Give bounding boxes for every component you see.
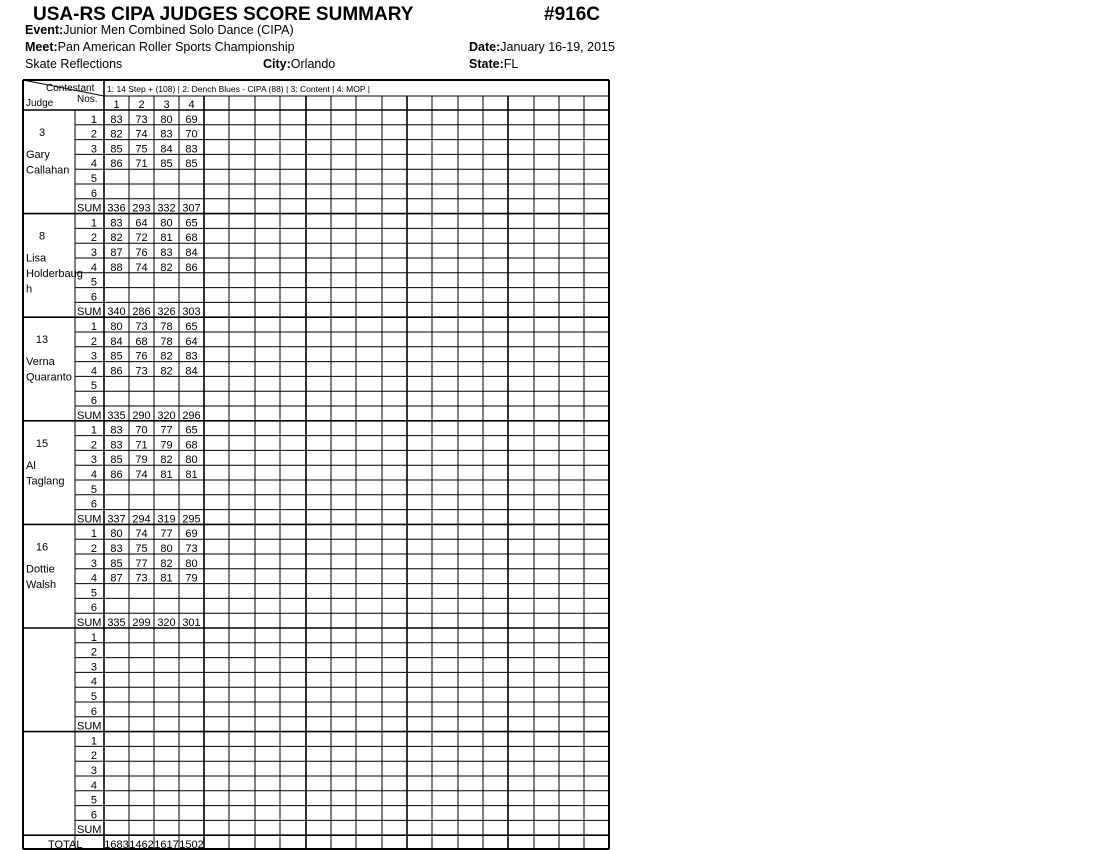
score-cell: 88 bbox=[110, 261, 123, 274]
score-cell: 84 bbox=[160, 143, 173, 156]
row-label: 1 bbox=[90, 735, 97, 748]
score-cell: 80 bbox=[185, 454, 198, 467]
row-label: 6 bbox=[90, 705, 97, 718]
sum-cell: 296 bbox=[182, 409, 201, 422]
score-cell: 84 bbox=[185, 365, 198, 378]
score-cell: 64 bbox=[135, 217, 148, 230]
score-cell: 69 bbox=[185, 528, 198, 541]
row-label: 4 bbox=[90, 779, 97, 792]
score-cell: 78 bbox=[160, 335, 173, 348]
score-cell: 81 bbox=[160, 232, 173, 245]
score-cell: 85 bbox=[160, 158, 173, 171]
row-label: 5 bbox=[90, 483, 97, 496]
score-cell: 75 bbox=[135, 143, 148, 156]
score-cell: 73 bbox=[135, 572, 148, 585]
sum-cell: 319 bbox=[157, 513, 176, 526]
row-label: 5 bbox=[90, 380, 97, 393]
row-label: 2 bbox=[90, 128, 97, 141]
score-cell: 86 bbox=[185, 261, 198, 274]
score-cell: 73 bbox=[185, 543, 198, 555]
judge-name: Holderbaug bbox=[26, 268, 83, 281]
score-cell: 82 bbox=[160, 261, 173, 274]
score-cell: 77 bbox=[160, 424, 173, 437]
judge-name: Lisa bbox=[26, 252, 47, 265]
sum-cell: 336 bbox=[107, 202, 126, 215]
score-cell: 71 bbox=[135, 439, 148, 452]
sum-label: SUM bbox=[77, 720, 102, 733]
sum-cell: 340 bbox=[107, 306, 126, 319]
row-label: 6 bbox=[90, 187, 97, 200]
score-cell: 79 bbox=[135, 454, 148, 467]
score-cell: 74 bbox=[135, 261, 148, 274]
sum-label: SUM bbox=[77, 202, 102, 215]
score-cell: 81 bbox=[160, 469, 173, 481]
row-label: 5 bbox=[90, 276, 97, 289]
score-cell: 73 bbox=[135, 113, 148, 126]
score-cell: 79 bbox=[160, 439, 173, 452]
row-label: 5 bbox=[90, 691, 97, 703]
score-cell: 87 bbox=[110, 572, 123, 585]
score-cell: 83 bbox=[110, 424, 123, 437]
score-cell: 65 bbox=[185, 321, 198, 333]
row-label: 1 bbox=[90, 113, 97, 126]
score-cell: 74 bbox=[135, 128, 148, 141]
score-cell: 70 bbox=[185, 128, 198, 141]
sum-cell: 332 bbox=[157, 202, 176, 215]
column-number-2: 2 bbox=[138, 99, 145, 111]
score-cell: 73 bbox=[135, 365, 148, 378]
score-cell: 64 bbox=[185, 335, 198, 348]
score-cell: 80 bbox=[160, 113, 173, 126]
column-number-3: 3 bbox=[163, 99, 170, 111]
sheet-number: #916C bbox=[544, 4, 600, 25]
state-value: FL bbox=[503, 57, 519, 71]
score-cell: 82 bbox=[110, 128, 123, 141]
score-cell: 82 bbox=[160, 350, 173, 363]
score-cell: 80 bbox=[110, 321, 123, 333]
total-label: TOTAL bbox=[48, 839, 83, 850]
row-label: 2 bbox=[90, 750, 97, 763]
event-legend: 1: 14 Step + (108) | 2: Dench Blues - CIPA (88) | 3: Content | 4: MOP | bbox=[107, 84, 370, 94]
score-cell: 73 bbox=[135, 321, 148, 333]
score-cell: 86 bbox=[110, 158, 123, 171]
sum-cell: 303 bbox=[182, 306, 201, 319]
score-cell: 79 bbox=[185, 572, 198, 585]
score-cell: 68 bbox=[185, 439, 198, 452]
contestant-label: Contestant bbox=[46, 83, 95, 94]
judge-name: Quaranto bbox=[26, 371, 72, 384]
score-cell: 82 bbox=[160, 454, 173, 467]
score-cell: 71 bbox=[135, 158, 148, 171]
row-label: 6 bbox=[90, 291, 97, 304]
judge-name: Taglang bbox=[26, 475, 65, 488]
date-value: January 16-19, 2015 bbox=[500, 40, 615, 54]
score-cell: 83 bbox=[110, 439, 123, 452]
sum-cell: 337 bbox=[107, 513, 126, 526]
row-label: 2 bbox=[90, 232, 97, 245]
sum-cell: 295 bbox=[182, 513, 201, 526]
score-cell: 84 bbox=[110, 335, 123, 348]
score-cell: 83 bbox=[110, 113, 123, 126]
score-cell: 77 bbox=[135, 557, 148, 570]
score-cell: 83 bbox=[110, 217, 123, 230]
score-cell: 82 bbox=[110, 232, 123, 245]
sum-cell: 307 bbox=[182, 202, 201, 215]
row-label: 2 bbox=[90, 543, 97, 555]
score-cell: 83 bbox=[160, 128, 173, 141]
judge-number: 13 bbox=[35, 334, 49, 347]
score-cell: 83 bbox=[110, 543, 123, 555]
event-value: Junior Men Combined Solo Dance (CIPA) bbox=[63, 23, 294, 37]
sum-label: SUM bbox=[77, 617, 102, 629]
sum-cell: 286 bbox=[132, 306, 151, 319]
score-cell: 85 bbox=[110, 454, 123, 467]
score-cell: 72 bbox=[135, 232, 148, 245]
judge-name: Al bbox=[26, 459, 36, 472]
meet-value: Pan American Roller Sports Championship bbox=[57, 40, 295, 54]
row-label: 1 bbox=[90, 528, 97, 541]
row-label: 6 bbox=[90, 809, 97, 822]
sum-label: SUM bbox=[77, 409, 102, 422]
judge-number: 3 bbox=[38, 127, 46, 139]
state-label: State: bbox=[469, 57, 504, 71]
column-number-4: 4 bbox=[188, 99, 195, 111]
sum-cell: 335 bbox=[107, 617, 126, 629]
score-cell: 85 bbox=[185, 158, 198, 171]
row-label: 6 bbox=[90, 395, 97, 407]
score-cell: 81 bbox=[160, 572, 173, 585]
sum-cell: 320 bbox=[157, 409, 176, 422]
score-cell: 83 bbox=[185, 350, 198, 363]
judge-name: Dottie bbox=[26, 563, 55, 576]
row-label: 3 bbox=[90, 143, 97, 156]
sum-cell: 299 bbox=[132, 617, 151, 629]
row-label: 4 bbox=[90, 261, 97, 274]
row-label: 5 bbox=[90, 794, 97, 807]
score-cell: 86 bbox=[110, 365, 123, 378]
score-cell: 80 bbox=[160, 543, 173, 555]
date-label: Date: bbox=[469, 40, 501, 54]
row-label: 3 bbox=[90, 247, 97, 259]
score-cell: 77 bbox=[160, 528, 173, 541]
judge-number: 16 bbox=[35, 541, 49, 554]
row-label: 4 bbox=[90, 572, 97, 585]
page-title: USA-RS CIPA JUDGES SCORE SUMMARY bbox=[33, 4, 414, 25]
row-label: 5 bbox=[90, 173, 97, 185]
score-cell: 65 bbox=[185, 424, 198, 437]
score-cell: 76 bbox=[135, 247, 148, 259]
judge-name: Gary bbox=[26, 149, 50, 161]
sum-cell: 326 bbox=[157, 306, 176, 319]
sum-cell: 294 bbox=[132, 513, 151, 526]
sum-cell: 290 bbox=[132, 409, 151, 422]
row-label: 4 bbox=[90, 365, 97, 378]
event-label: Event: bbox=[25, 23, 64, 37]
score-cell: 85 bbox=[110, 350, 123, 363]
score-cell: 68 bbox=[135, 335, 148, 348]
sum-label: SUM bbox=[77, 306, 102, 319]
row-label: 1 bbox=[90, 424, 97, 437]
row-label: 3 bbox=[90, 557, 97, 570]
sum-cell: 335 bbox=[107, 409, 126, 422]
score-cell: 85 bbox=[110, 143, 123, 156]
city-value: Orlando bbox=[290, 57, 336, 71]
score-cell: 80 bbox=[185, 557, 198, 570]
score-cell: 68 bbox=[185, 232, 198, 245]
row-label: 3 bbox=[90, 350, 97, 363]
score-cell: 75 bbox=[135, 543, 148, 555]
total-cell: 1683 bbox=[104, 839, 129, 850]
row-label: 4 bbox=[90, 469, 97, 481]
total-cell: 1462 bbox=[129, 839, 154, 850]
row-label: 6 bbox=[90, 602, 97, 615]
meet-label: Meet: bbox=[25, 40, 58, 54]
score-cell: 69 bbox=[185, 113, 198, 126]
row-label: 5 bbox=[90, 587, 97, 600]
venue: Skate Reflections bbox=[25, 57, 123, 71]
nos-label: Nos. bbox=[77, 94, 98, 105]
score-cell: 74 bbox=[135, 469, 148, 481]
row-label: 1 bbox=[90, 321, 97, 333]
score-cell: 80 bbox=[110, 528, 123, 541]
row-label: 3 bbox=[90, 661, 97, 674]
score-cell: 70 bbox=[135, 424, 148, 437]
judge-name: h bbox=[26, 283, 33, 296]
city-label: City: bbox=[263, 57, 291, 71]
judge-name: Callahan bbox=[26, 164, 70, 177]
sum-cell: 320 bbox=[157, 617, 176, 629]
score-cell: 86 bbox=[110, 469, 123, 481]
score-cell: 81 bbox=[185, 469, 198, 481]
row-label: 4 bbox=[90, 158, 97, 171]
score-cell: 85 bbox=[110, 557, 123, 570]
total-cell: 1617 bbox=[154, 839, 179, 850]
score-cell: 74 bbox=[135, 528, 148, 541]
judge-number: 8 bbox=[38, 230, 46, 243]
judge-number: 15 bbox=[35, 437, 49, 450]
sum-cell: 293 bbox=[132, 202, 151, 215]
score-cell: 78 bbox=[160, 321, 173, 333]
row-label: 2 bbox=[90, 335, 97, 348]
score-cell: 82 bbox=[160, 557, 173, 570]
row-label: 1 bbox=[90, 217, 97, 230]
row-label: 3 bbox=[90, 765, 97, 777]
total-cell: 1502 bbox=[179, 839, 204, 850]
column-number-1: 1 bbox=[113, 99, 120, 111]
score-cell: 80 bbox=[160, 217, 173, 230]
score-cell: 65 bbox=[185, 217, 198, 230]
score-cell: 87 bbox=[110, 247, 123, 259]
score-cell: 84 bbox=[185, 247, 198, 259]
row-label: 2 bbox=[90, 439, 97, 452]
score-cell: 83 bbox=[185, 143, 198, 156]
sum-cell: 301 bbox=[182, 617, 201, 629]
judge-name: Verna bbox=[26, 356, 55, 369]
score-cell: 76 bbox=[135, 350, 148, 363]
sum-label: SUM bbox=[77, 824, 102, 837]
row-label: 4 bbox=[90, 676, 97, 689]
judge-label: Judge bbox=[26, 98, 54, 109]
score-cell: 83 bbox=[160, 247, 173, 259]
row-label: 1 bbox=[90, 631, 97, 644]
row-label: 3 bbox=[90, 454, 97, 467]
judge-name: Walsh bbox=[26, 578, 57, 591]
score-cell: 82 bbox=[160, 365, 173, 378]
row-label: 6 bbox=[90, 498, 97, 511]
row-label: 2 bbox=[90, 646, 97, 659]
sum-label: SUM bbox=[77, 513, 102, 526]
